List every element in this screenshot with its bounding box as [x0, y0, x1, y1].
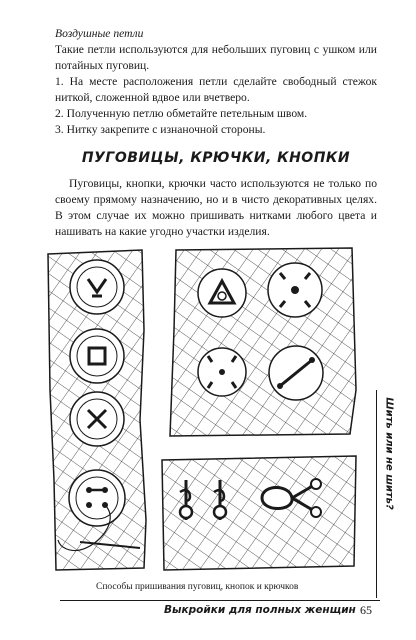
footer-rule [60, 600, 380, 601]
loops-step-1: 1. На месте расположения петли сделайте свободный стежок ниткой, сложенной вдвое или вчетверо. [55, 75, 377, 104]
section-title: ПУГОВИЦЫ, КРЮЧКИ, КНОПКИ [81, 150, 351, 166]
fabric-snaps [170, 248, 356, 436]
buttons-illustration [0, 240, 416, 580]
snap-bottom-left [198, 348, 246, 396]
button-four-hole-v-stitch [70, 260, 124, 314]
loops-section [55, 26, 377, 138]
loops-subheading: Воздушные петли [55, 27, 144, 40]
button-four-hole-square-stitch [70, 329, 124, 383]
loops-step-3: 3. Нитку закрепите с изнаночной стороны. [55, 123, 266, 136]
snap-bottom-right [269, 346, 323, 400]
loops-intro: Такие петли используются для небольших пуговиц с ушком или потайных пуговиц. [55, 43, 377, 72]
loops-step-2: 2. Полученную петлю обметайте петельным швом. [55, 107, 308, 120]
button-four-hole-cross-stitch [70, 392, 124, 446]
snap-top-right [268, 263, 322, 317]
footer-book-title: Выкройки для полных женщин [164, 604, 356, 616]
page-number: 65 [360, 603, 372, 617]
side-rule [376, 390, 377, 598]
figure-caption: Способы пришивания пуговиц, кнопок и крючков [96, 582, 299, 592]
hook-eye-triangle [198, 269, 246, 317]
section-intro: Пуговицы, кнопки, крючки часто используются не только по своему прямому назначению, но и в чисто декоративных целях. В этом случае их можно пришивать нитками любого цвета и нашивать на какие угодно участки изделия. [55, 177, 377, 238]
